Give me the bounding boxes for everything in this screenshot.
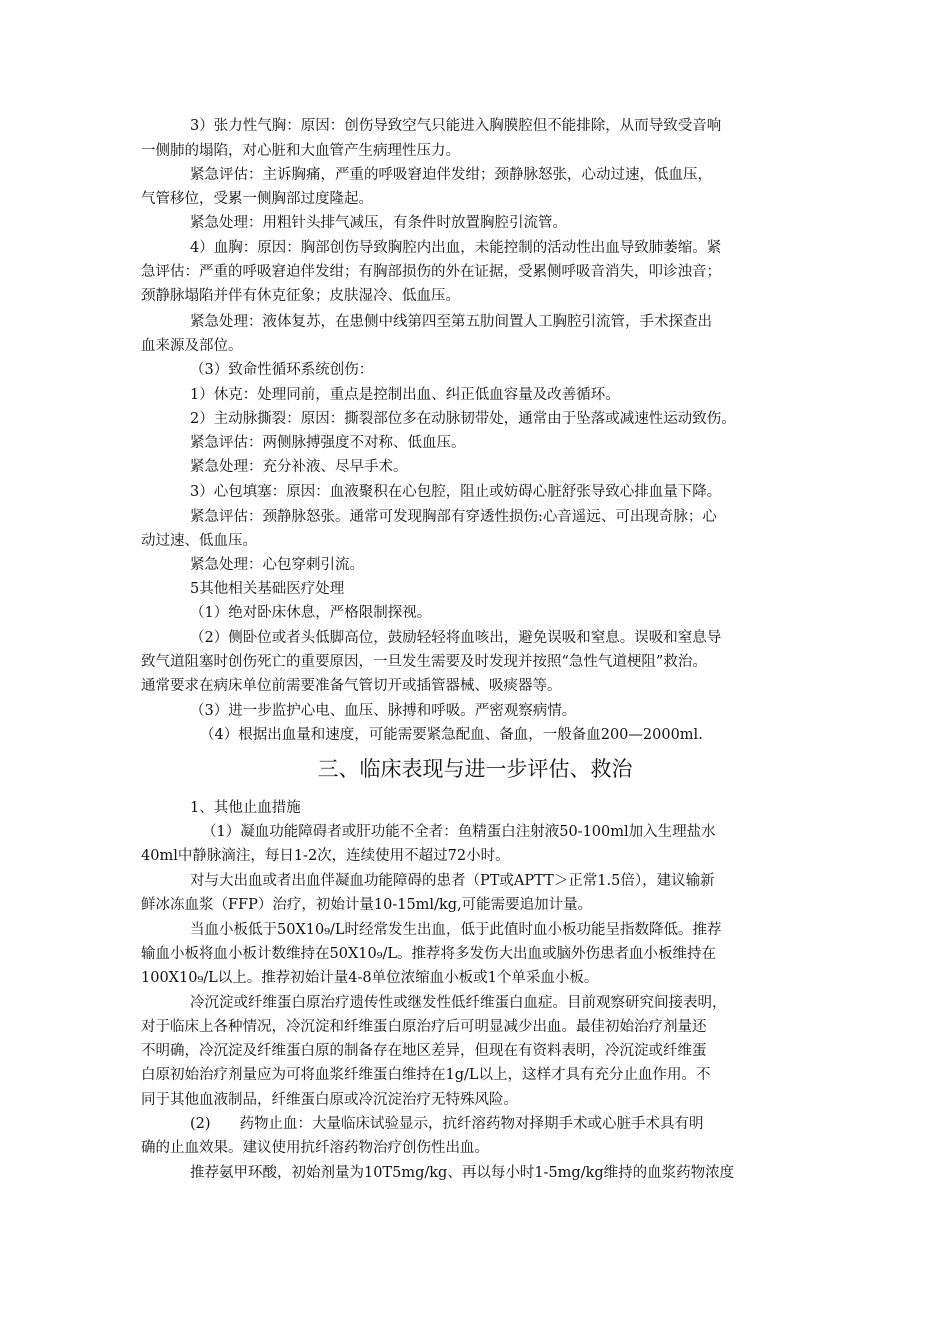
text-line: 白原初始治疗剂量应为可将血浆纤维蛋白维持在1g/L以上，这样才具有充分止血作用。不 (141, 1067, 711, 1083)
text-line: 紧急处理：液体复苏，在患侧中线第四至第五肋间置人工胸腔引流管，手术探查出 (190, 314, 712, 330)
text-line: 输血小板将血小板计数维持在50X10₉/L。推荐将多发伤大出血或脑外伤患者血小板维持在 (141, 946, 717, 962)
text-line: 3）心包填塞：原因：血液聚积在心包腔，阻止或妨碍心脏舒张导致心排血量下降。 (190, 484, 722, 500)
text-line: 颈静脉塌陷并伴有休克征象；皮肤湿冷、低血压。 (141, 288, 460, 304)
text-line: 紧急处理：充分补液、尽早手术。 (190, 459, 408, 475)
text-line: 对于临床上各种情况，冷沉淀和纤维蛋白原治疗后可明显减少出血。最佳初始治疗剂量还 (141, 1019, 707, 1035)
text-line: 紧急处理：心包穿刺引流。 (190, 557, 364, 573)
text-line: 4）血胸：原因：胸部创伤导致胸腔内出血，未能控制的活动性出血导致肺萎缩。紧 (190, 240, 722, 256)
text-line: 同于其他血液制品，纤维蛋白原或冷沉淀治疗无特殊风险。 (141, 1092, 518, 1108)
text-line: 紧急处理：用粗针头排气减压，有条件时放置胸腔引流管。 (190, 215, 567, 231)
text-line: 40ml中静脉滴注，每日1-2次，连续使用不超过72小时。 (141, 848, 510, 864)
text-line: 急评估：严重的呼吸窘迫伴发绀；有胸部损伤的外在证据，受累侧呼吸音消失，叩诊浊音； (141, 264, 721, 280)
text-line: (2) 药物止血：大量临床试验显示，抗纤溶药物对择期手术或心脏手术具有明 (190, 1116, 704, 1132)
text-line: 推荐氨甲环酸，初始剂量为10T5mg/kg、再以每小时1-5mg/kg维持的血浆药物浓度 (190, 1165, 735, 1181)
text-line: 当血小板低于50X10₉/L时经常发生出血，低于此值时血小板功能呈指数降低。推荐 (190, 922, 722, 938)
text-line: （2）侧卧位或者头低脚高位，鼓励轻轻将血咳出，避免误吸和窒息。误吸和窒息导 (190, 630, 722, 646)
text-line: 不明确，冷沉淀及纤维蛋白原的制备存在地区差异，但现在有资料表明，冷沉淀或纤维蛋 (141, 1043, 707, 1059)
text-line: （4）根据出血量和速度，可能需要紧急配血、备血，一般备血200—2000ml. (200, 727, 703, 743)
text-line: （3）致命性循环系统创伤： (190, 362, 374, 378)
text-line: 紧急评估：主诉胸痛，严重的呼吸窘迫伴发绀；颈静脉怒张，心动过速，低血压， (190, 167, 712, 183)
text-line: 2）主动脉撕裂：原因：撕裂部位多在动脉韧带处，通常由于坠落或减速性运动致伤。 (190, 411, 736, 427)
text-line: （1）凝血功能障碍者或肝功能不全者：鱼精蛋白注射液50-100ml加入生理盐水 (202, 824, 716, 840)
text-line: （1）绝对卧床休息，严格限制探视。 (190, 605, 432, 621)
section-heading: 三、临床表现与进一步评估、救治 (317, 757, 633, 781)
text-line: 致气道阻塞时创伤死亡的重要原因，一旦发生需要及时发现并按照“急性气道梗阻”救治。 (141, 654, 707, 670)
text-line: 一侧肺的塌陷，对心脏和大血管产生病理性压力。 (141, 143, 460, 159)
text-line: 冷沉淀或纤维蛋白原治疗遗传性或继发性低纤维蛋白血症。目前观察研究间接表明， (190, 995, 727, 1011)
text-line: 紧急评估：两侧脉搏强度不对称、低血压。 (190, 435, 466, 451)
text-line: （3）进一步监护心电、血压、脉搏和呼吸。严密观察病情。 (190, 703, 577, 719)
text-line: 血来源及部位。 (141, 338, 243, 354)
text-line: 对与大出血或者出血伴凝血功能障碍的患者（PT或APTT＞正常1.5倍），建议输新 (190, 873, 715, 889)
text-line: 气管移位，受累一侧胸部过度隆起。 (141, 191, 373, 207)
text-line: 动过速、低血压。 (141, 533, 257, 549)
text-line: 1）休克：处理同前，重点是控制出血、纠正低血容量及改善循环。 (190, 387, 620, 403)
text-line: 100X10₉/L以上。推荐初始计量4-8单位浓缩血小板或1个单采血小板。 (141, 970, 599, 986)
text-line: 通常要求在病床单位前需要准备气管切开或插管器械、吸痰器等。 (141, 678, 562, 694)
text-line: 确的止血效果。建议使用抗纤溶药物治疗创伤性出血。 (141, 1140, 489, 1156)
text-line: 3）张力性气胸：原因：创伤导致空气只能进入胸膜腔但不能排除，从而导致受音响 (190, 118, 722, 134)
text-line: 鲜冰冻血浆（FFP）治疗，初始计量10-15ml/kg,可能需要追加计量。 (141, 897, 593, 913)
text-line: 1、其他止血措施 (190, 800, 301, 816)
text-line: 紧急评估：颈静脉怒张。通常可发现胸部有穿透性损伤:心音遥远、可出现奇脉；心 (190, 509, 717, 525)
text-line: 5其他相关基础医疗处理 (190, 581, 345, 597)
